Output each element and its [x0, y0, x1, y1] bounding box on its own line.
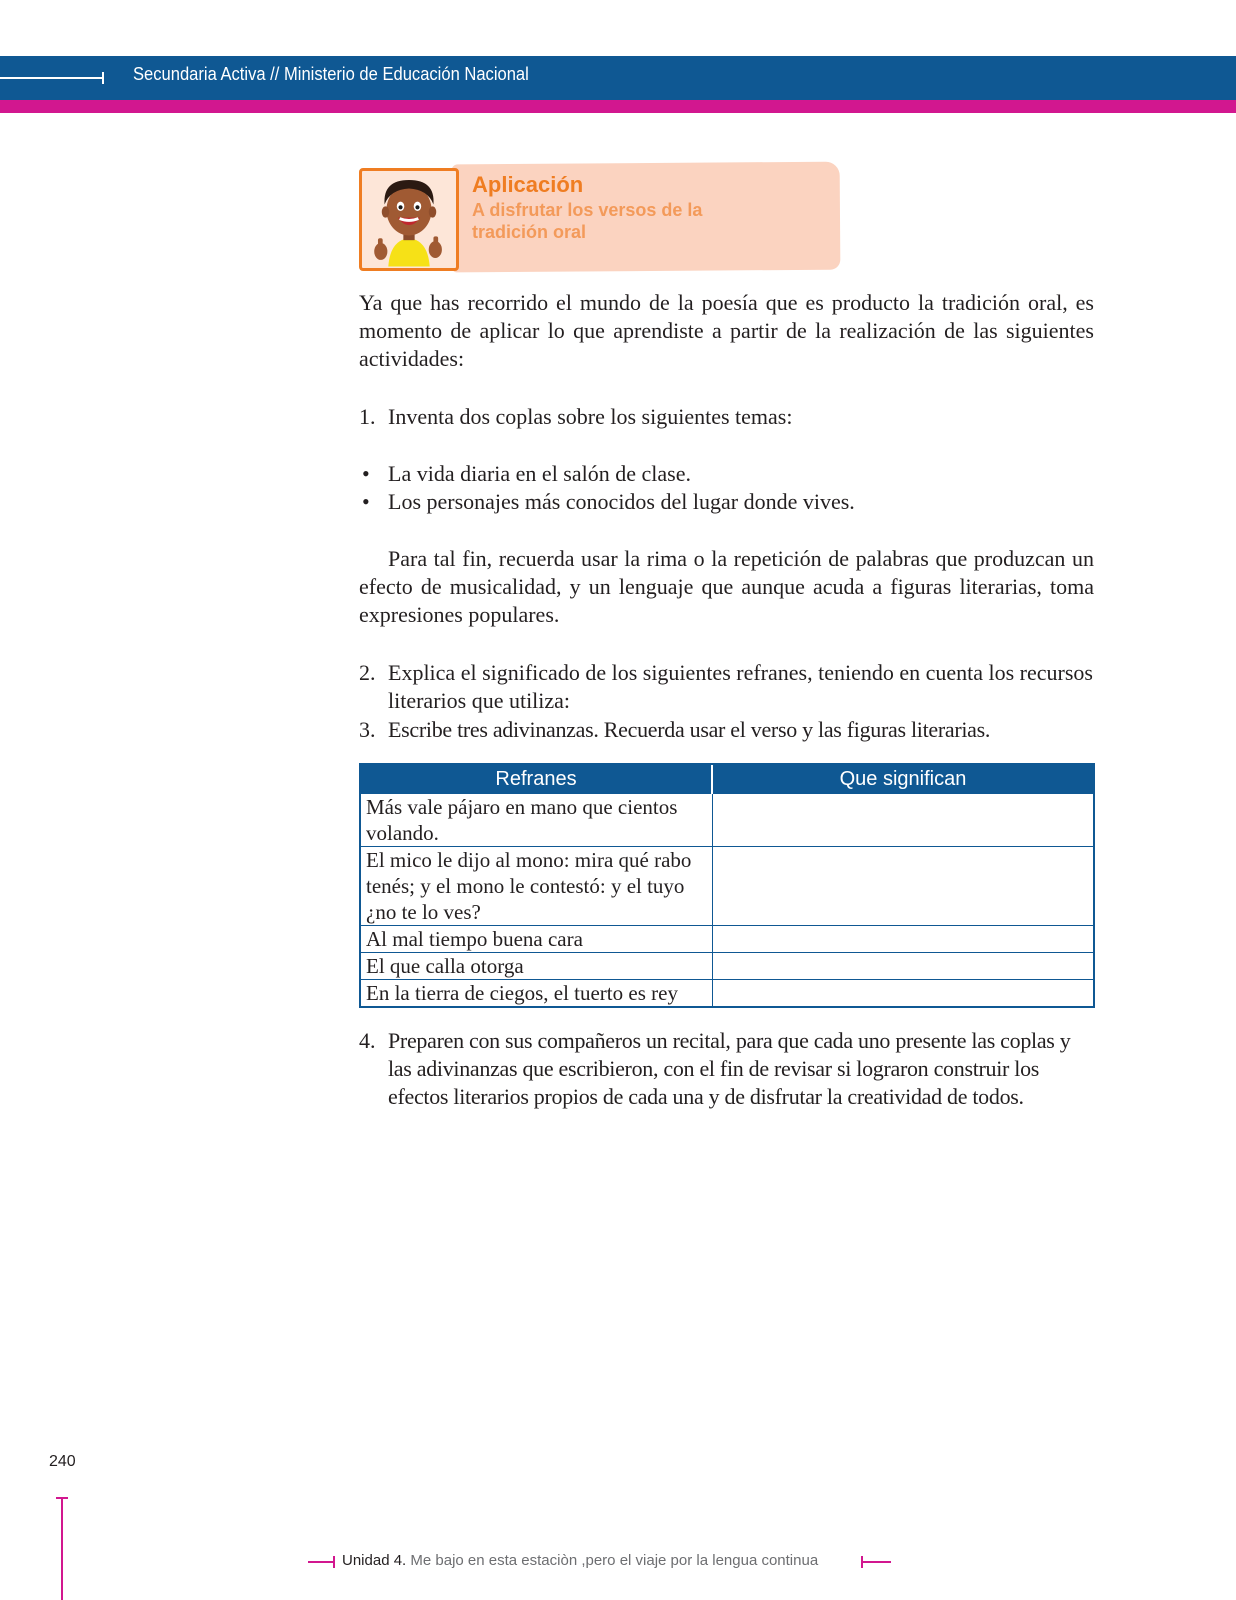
header-title: Secundaria Activa // Ministerio de Educación Nacional: [133, 64, 529, 84]
section-title: Aplicación: [472, 172, 584, 197]
activity-1-bullet-1: La vida diaria en el salón de clase.: [388, 461, 691, 486]
activity-3-text: Escribe tres adivinanzas. Recuerda usar el verso y las figuras literarias.: [388, 717, 991, 742]
table-header-refranes: Refranes: [361, 765, 713, 794]
activity-4-number: 4.: [359, 1028, 376, 1053]
table-cell-refran: Al mal tiempo buena cara: [361, 926, 713, 952]
footer-rule-left: [308, 1561, 334, 1563]
table-row: [361, 979, 1093, 1006]
table-cell-refran: Más vale pájaro en mano que cientos volando.: [361, 794, 713, 846]
activity-1-note: Para tal fin, recuerda usar la rima o la repetición de palabras que produzcan un efecto de musicalidad, y un lenguaje que aunque acuda a figuras literarias, toma expresiones populares.: [359, 546, 1094, 627]
activity-3-number: 3.: [359, 717, 376, 742]
activity-1-text: Inventa dos coplas sobre los siguientes temas:: [388, 404, 793, 429]
table-body: [361, 794, 1093, 1006]
table-row: [361, 952, 1093, 979]
table-cell-meaning[interactable]: [713, 847, 1093, 925]
smiling-child-thumbs-up-icon: [359, 168, 459, 271]
activity-1-bullet-2: Los personajes más conocidos del lugar donde vives.: [388, 489, 855, 514]
table-cell-refran: El mico le dijo al mono: mira qué rabo tenés; y el mono le contestó: y el tuyo ¿no te lo ves?: [361, 847, 713, 925]
bullet-marker: •: [362, 461, 370, 486]
activity-4-text: Preparen con sus compañeros un recital, para que cada uno presente las coplas y las adivinanzas que escribieron, con el fin de revisar si lograron construir los efectos literarios propios de cada una y de disfrutar la creatividad de todos.: [388, 1028, 1071, 1109]
page-marker-line: [61, 1497, 63, 1600]
activity-2-text: Explica el significado de los siguientes refranes, teniendo en cuenta los recursos literarios que utiliza:: [388, 660, 1093, 713]
table-row: [361, 925, 1093, 952]
table-cell-refran: El que calla otorga: [361, 953, 713, 979]
intro-paragraph: Ya que has recorrido el mundo de la poesía que es producto la tradición oral, es momento de aplicar lo que aprendiste a partir de la realización de las siguientes actividades:: [359, 290, 1094, 371]
table-cell-meaning[interactable]: [713, 794, 1093, 846]
table-header-meaning: Que significan: [839, 768, 967, 790]
page-number: 240: [49, 1453, 76, 1470]
table-row: [361, 846, 1093, 925]
header-rule-tick: [102, 72, 104, 84]
header-rule: [0, 77, 104, 79]
table-cell-meaning[interactable]: [713, 953, 1093, 979]
table-cell-refran: En la tierra de ciegos, el tuerto es rey: [361, 980, 713, 1006]
refranes-table: [359, 763, 1095, 1008]
activity-2-number: 2.: [359, 660, 376, 685]
footer-unit-title: Me bajo en esta estaciòn ,pero el viaje por la lengua continua: [410, 1552, 819, 1569]
footer-unit-label: Unidad 4.: [342, 1552, 407, 1569]
bullet-marker: •: [362, 489, 370, 514]
activity-1-number: 1.: [359, 404, 376, 429]
header-stripe: [0, 100, 1236, 113]
footer-rule-right: [861, 1561, 891, 1563]
table-header: [361, 765, 1093, 794]
footer-rule-left-tick: [333, 1556, 335, 1568]
table-cell-meaning[interactable]: [713, 926, 1093, 952]
table-cell-meaning[interactable]: [713, 980, 1093, 1006]
footer-unit-caption: [342, 1552, 818, 1569]
section-subtitle: A disfrutar los versos de la tradición oral: [472, 200, 703, 242]
table-row: [361, 794, 1093, 846]
